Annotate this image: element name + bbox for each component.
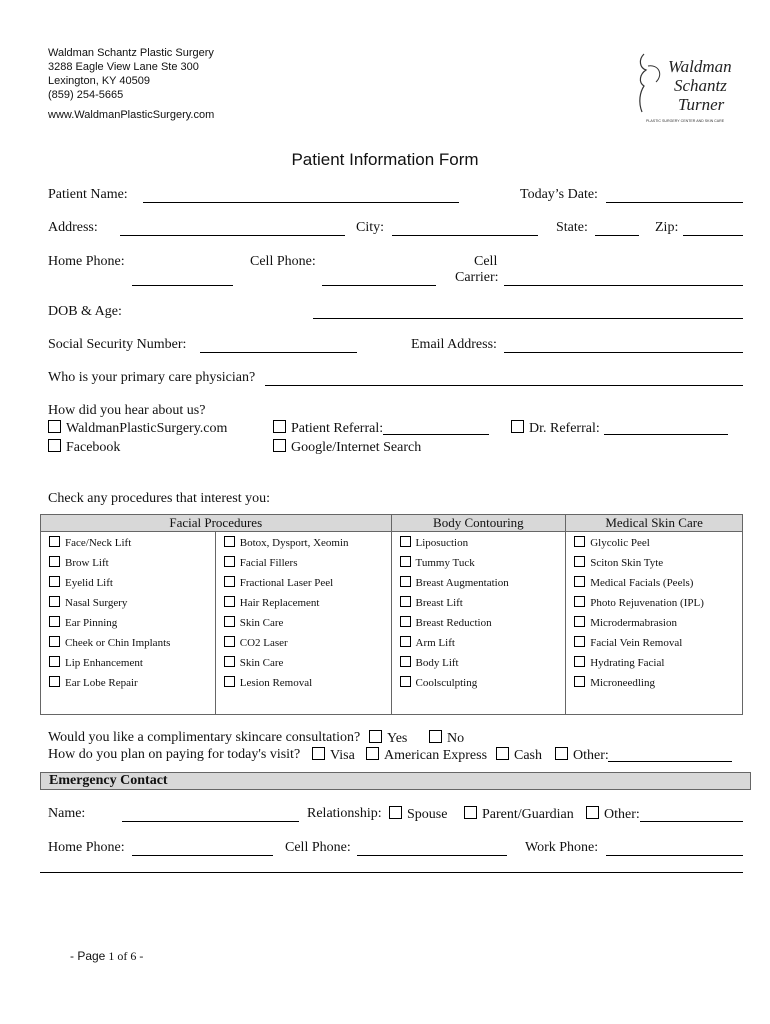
procedures-table (40, 514, 743, 715)
procedure-label: Arm Lift (415, 636, 455, 649)
patient-referral-field[interactable] (383, 434, 489, 435)
footer-page-number: 1 of 6 - (108, 949, 144, 963)
procedure-label: Glycolic Peel (590, 536, 650, 549)
checkbox-icon[interactable] (574, 576, 585, 587)
emergency-name-field[interactable] (122, 821, 299, 822)
referral-facebook-option[interactable] (48, 439, 120, 456)
procedure-label: Brow Lift (65, 556, 109, 569)
payment-amex-label: American Express (384, 748, 488, 763)
logo-line-3: Turner (678, 95, 725, 114)
referral-patient-option[interactable] (273, 420, 383, 437)
physician-label: Who is your primary care physician? (48, 370, 256, 385)
checkbox-icon[interactable] (312, 747, 325, 760)
procedure-label: Tummy Tuck (415, 556, 475, 569)
payment-visa-label: Visa (330, 748, 355, 763)
procedure-label: Medical Facials (Peels) (590, 576, 694, 589)
checkbox-icon[interactable] (49, 576, 60, 587)
checkbox-icon[interactable] (574, 616, 585, 627)
procedure-option[interactable] (391, 632, 566, 652)
procedure-label: Microneedling (590, 676, 655, 689)
payment-cash-label: Cash (514, 748, 542, 763)
facial-procedures-header: Facial Procedures (41, 515, 392, 532)
home-phone-field[interactable] (132, 285, 233, 286)
blank-row (41, 692, 743, 715)
procedure-option[interactable] (215, 652, 391, 672)
payment-question: How do you plan on paying for today's visit? (48, 747, 301, 762)
logo-silhouette-icon (628, 46, 746, 126)
practice-website[interactable]: www.WaldmanPlasticSurgery.com (48, 109, 215, 121)
checkbox-icon[interactable] (400, 616, 411, 627)
physician-field[interactable] (265, 385, 743, 386)
procedure-option[interactable] (215, 532, 391, 553)
relationship-parent-label: Parent/Guardian (482, 807, 574, 822)
procedure-option[interactable] (566, 652, 743, 672)
procedure-option[interactable] (391, 552, 566, 572)
ssn-label: Social Security Number: (48, 337, 187, 352)
logo-tagline: PLASTIC SURGERY CENTER AND SKIN CARE (646, 119, 725, 123)
patient-name-label: Patient Name: (48, 187, 128, 202)
body-contouring-header: Body Contouring (391, 515, 566, 532)
page-title: Patient Information Form (291, 150, 479, 169)
procedure-option[interactable] (566, 552, 743, 572)
checkbox-icon[interactable] (49, 596, 60, 607)
procedure-option[interactable] (41, 552, 216, 572)
blank-cell (566, 692, 743, 715)
logo-line-1: Waldman (668, 57, 732, 76)
procedure-label: Body Lift (415, 656, 459, 669)
procedure-label: Lip Enhancement (65, 656, 143, 669)
checkbox-icon[interactable] (224, 636, 235, 647)
todays-date-label: Today’s Date: (520, 187, 598, 202)
emergency-home-phone-label: Home Phone: (48, 840, 125, 855)
checkbox-icon[interactable] (400, 636, 411, 647)
ssn-field[interactable] (200, 352, 357, 353)
checkbox-icon[interactable] (224, 676, 235, 687)
emergency-cell-phone-label: Cell Phone: (285, 840, 351, 855)
procedure-option[interactable] (215, 592, 391, 612)
checkbox-icon[interactable] (400, 576, 411, 587)
state-label: State: (556, 220, 588, 235)
payment-cash-option[interactable] (496, 747, 542, 764)
home-phone-label: Home Phone: (48, 254, 125, 269)
referral-doctor-label: Dr. Referral: (529, 421, 600, 436)
dob-age-field[interactable] (313, 318, 743, 319)
checkbox-icon[interactable] (49, 636, 60, 647)
payment-visa-option[interactable] (312, 747, 355, 764)
email-label: Email Address: (411, 337, 497, 352)
checkbox-icon[interactable] (400, 676, 411, 687)
checkbox-icon[interactable] (574, 636, 585, 647)
payment-other-label: Other: (573, 748, 609, 763)
procedure-label: Coolsculpting (415, 676, 478, 689)
relationship-other-field[interactable] (640, 821, 743, 822)
procedure-option[interactable] (41, 592, 216, 612)
relationship-label: Relationship: (307, 806, 382, 821)
procedure-label: Ear Pinning (65, 616, 118, 629)
practice-name: Waldman Schantz Plastic Surgery (48, 47, 214, 59)
emergency-work-phone-label: Work Phone: (525, 840, 599, 855)
procedure-option[interactable] (215, 612, 391, 632)
table-row (41, 652, 743, 672)
city-label: City: (356, 220, 385, 235)
referral-website-option[interactable] (48, 420, 227, 437)
zip-field[interactable] (683, 235, 743, 236)
checkbox-icon[interactable] (574, 536, 585, 547)
checkbox-icon[interactable] (48, 420, 61, 433)
checkbox-icon[interactable] (574, 656, 585, 667)
procedure-label: Ear Lobe Repair (65, 676, 138, 689)
zip-label: Zip: (655, 220, 679, 235)
table-row (41, 552, 743, 572)
procedure-option[interactable] (566, 572, 743, 592)
procedure-label: Breast Augmentation (415, 576, 509, 589)
relationship-other-option[interactable] (586, 806, 640, 823)
procedure-option[interactable] (41, 572, 216, 592)
medical-skin-care-header: Medical Skin Care (566, 515, 743, 532)
payment-other-option[interactable] (555, 747, 609, 764)
referral-doctor-option[interactable] (511, 420, 600, 437)
consult-question: Would you like a complimentary skincare consultation? (48, 730, 361, 745)
procedure-label: Eyelid Lift (65, 576, 113, 589)
payment-amex-option[interactable] (366, 747, 487, 764)
relationship-spouse-option[interactable] (389, 806, 447, 823)
procedures-header-row (41, 515, 743, 532)
payment-other-field[interactable] (608, 761, 732, 762)
blank-cell (41, 692, 216, 715)
practice-city: Lexington, KY 40509 (48, 75, 150, 87)
table-row (41, 572, 743, 592)
checkbox-icon[interactable] (555, 747, 568, 760)
procedure-option[interactable] (566, 592, 743, 612)
table-row (41, 612, 743, 632)
procedure-option[interactable] (391, 612, 566, 632)
checkbox-icon[interactable] (400, 596, 411, 607)
practice-phone: (859) 254-5665 (48, 89, 124, 101)
procedure-option[interactable] (566, 612, 743, 632)
checkbox-icon[interactable] (224, 596, 235, 607)
referral-website-label: WaldmanPlasticSurgery.com (66, 421, 228, 436)
procedure-option[interactable] (566, 532, 743, 553)
checkbox-icon[interactable] (49, 556, 60, 567)
cell-carrier-field[interactable] (504, 285, 743, 286)
procedures-intro: Check any procedures that interest you: (48, 491, 270, 506)
procedure-label: Face/Neck Lift (65, 536, 132, 549)
checkbox-icon[interactable] (511, 420, 524, 433)
checkbox-icon[interactable] (586, 806, 599, 819)
procedure-option[interactable] (215, 552, 391, 572)
checkbox-icon[interactable] (389, 806, 402, 819)
referral-google-label: Google/Internet Search (291, 440, 422, 455)
procedure-label: Lesion Removal (239, 676, 313, 689)
checkbox-icon[interactable] (224, 536, 235, 547)
procedure-option[interactable] (215, 572, 391, 592)
cell-phone-label: Cell Phone: (250, 254, 316, 269)
procedure-label: Botox, Dysport, Xeomin (239, 536, 349, 549)
checkbox-icon[interactable] (49, 536, 60, 547)
checkbox-icon[interactable] (574, 596, 585, 607)
cell-phone-field[interactable] (322, 285, 436, 286)
checkbox-icon[interactable] (400, 536, 411, 547)
checkbox-icon[interactable] (574, 556, 585, 567)
emergency-work-phone-field[interactable] (606, 855, 743, 856)
blank-cell (215, 692, 391, 715)
procedure-label: Sciton Skin Tyte (590, 556, 664, 569)
consult-yes-option[interactable] (369, 730, 407, 747)
address-field[interactable] (120, 235, 345, 236)
relationship-parent-option[interactable] (464, 806, 574, 823)
dob-age-label: DOB & Age: (48, 304, 122, 319)
referral-patient-label: Patient Referral: (291, 421, 384, 436)
section-divider (40, 872, 743, 873)
procedure-option[interactable] (41, 672, 216, 692)
checkbox-icon[interactable] (464, 806, 477, 819)
procedure-option[interactable] (391, 532, 566, 553)
table-row (41, 532, 743, 553)
procedure-option[interactable] (41, 612, 216, 632)
cell-carrier-label-1: Cell (474, 254, 498, 269)
procedure-option[interactable] (41, 632, 216, 652)
procedure-option[interactable] (391, 592, 566, 612)
procedure-label: Liposuction (415, 536, 469, 549)
checkbox-icon[interactable] (49, 616, 60, 627)
consult-no-option[interactable] (429, 730, 464, 747)
procedure-label: Skin Care (239, 616, 284, 629)
checkbox-icon[interactable] (273, 420, 286, 433)
procedure-label: Hair Replacement (239, 596, 320, 609)
checkbox-icon[interactable] (48, 439, 61, 452)
checkbox-icon[interactable] (224, 616, 235, 627)
procedure-option[interactable] (391, 652, 566, 672)
table-row (41, 632, 743, 652)
checkbox-icon[interactable] (273, 439, 286, 452)
procedure-option[interactable] (391, 572, 566, 592)
relationship-spouse-label: Spouse (407, 807, 448, 822)
city-field[interactable] (392, 235, 538, 236)
practice-logo (628, 46, 746, 126)
procedure-label: Breast Reduction (415, 616, 492, 629)
practice-address-block (48, 46, 214, 122)
footer-prefix: - Page (70, 949, 106, 963)
procedure-option[interactable] (566, 632, 743, 652)
procedure-label: Photo Rejuvenation (IPL) (590, 596, 704, 609)
page-footer (70, 949, 143, 964)
state-field[interactable] (595, 235, 639, 236)
procedure-label: Cheek or Chin Implants (65, 636, 171, 649)
practice-street: 3288 Eagle View Lane Ste 300 (48, 61, 199, 73)
emergency-home-phone-field[interactable] (132, 855, 273, 856)
relationship-other-label: Other: (604, 807, 640, 822)
procedure-label: Breast Lift (415, 596, 463, 609)
email-field[interactable] (504, 352, 743, 353)
procedure-option[interactable] (215, 672, 391, 692)
consult-yes-label: Yes (387, 731, 408, 746)
procedure-label: Fractional Laser Peel (239, 576, 334, 589)
address-label: Address: (48, 220, 98, 235)
emergency-name-label: Name: (48, 806, 86, 821)
checkbox-icon[interactable] (224, 576, 235, 587)
doctor-referral-field[interactable] (604, 434, 728, 435)
procedure-option[interactable] (41, 652, 216, 672)
checkbox-icon[interactable] (400, 556, 411, 567)
checkbox-icon[interactable] (369, 730, 382, 743)
procedure-label: Nasal Surgery (65, 596, 128, 609)
patient-name-field[interactable] (143, 202, 459, 203)
checkbox-icon[interactable] (49, 676, 60, 687)
emergency-cell-phone-field[interactable] (357, 855, 507, 856)
blank-cell (391, 692, 566, 715)
checkbox-icon[interactable] (224, 556, 235, 567)
checkbox-icon[interactable] (366, 747, 379, 760)
checkbox-icon[interactable] (429, 730, 442, 743)
consult-no-label: No (447, 731, 465, 746)
table-row (41, 592, 743, 612)
referral-question: How did you hear about us? (48, 403, 206, 418)
cell-carrier-label-2: Carrier: (455, 270, 499, 285)
referral-google-option[interactable] (273, 439, 421, 456)
procedure-label: CO2 Laser (239, 636, 288, 649)
logo-line-2: Schantz (674, 76, 727, 95)
procedure-option[interactable] (41, 532, 216, 553)
procedure-label: Facial Fillers (239, 556, 298, 569)
checkbox-icon[interactable] (496, 747, 509, 760)
procedure-option[interactable] (566, 672, 743, 692)
procedure-option[interactable] (215, 632, 391, 652)
checkbox-icon[interactable] (224, 656, 235, 667)
procedure-label: Facial Vein Removal (590, 636, 683, 649)
procedure-option[interactable] (391, 672, 566, 692)
referral-facebook-label: Facebook (66, 440, 121, 455)
checkbox-icon[interactable] (574, 676, 585, 687)
checkbox-icon[interactable] (400, 656, 411, 667)
procedure-label: Hydrating Facial (590, 656, 665, 669)
checkbox-icon[interactable] (49, 656, 60, 667)
emergency-contact-header: Emergency Contact (40, 772, 751, 790)
procedure-label: Skin Care (239, 656, 284, 669)
todays-date-field[interactable] (606, 202, 743, 203)
procedure-label: Microdermabrasion (590, 616, 677, 629)
table-row (41, 672, 743, 692)
